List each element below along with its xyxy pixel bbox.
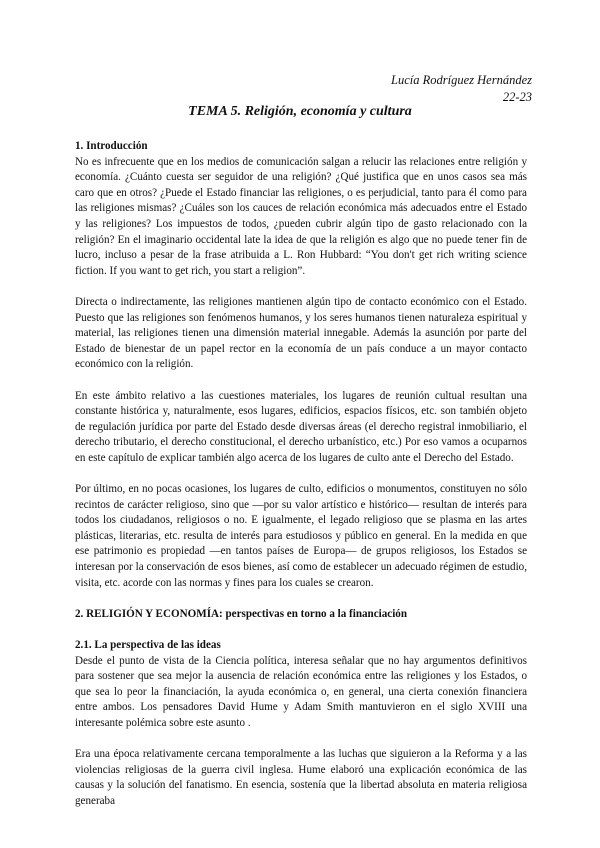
author-block	[391, 72, 532, 106]
section-heading-religion-economia: 2. RELIGIÓN Y ECONOMÍA: perspectivas en torno a la financiación	[75, 607, 407, 620]
paragraph: Era una época relativamente cercana temporalmente a las luchas que siguieron a la Reforma y a las violencias religiosas de la guerra civil inglesa. Hume elaboró una explicación económica de las causas y la solución del fanatismo. En esencia, sostenía que la libertad absoluta en materia religiosa generaba	[75, 748, 527, 807]
subsection-heading-ideas: 2.1. La perspectiva de las ideas	[75, 639, 221, 651]
document-title: TEMA 5. Religión, economía y cultura	[188, 104, 412, 119]
course-year: 22-23	[502, 90, 532, 104]
paragraph: En este ámbito relativo a las cuestiones materiales, los lugares de reunión cultual resultan una constante histórica y, naturalmente, esos lugares, edificios, espacios físicos, etc. son también objeto de regulación jurídica por parte del Estado desde diversas áreas (el derecho registral inmobiliario, el derecho tributario, el derecho constitucional, el derecho urbanístico, etc.) Por eso vamos a ocuparnos en este capítulo de explicar también algo acerca de los lugares de culto ante el Derecho del Estado.	[75, 389, 527, 464]
paragraph: Desde el punto de vista de la Ciencia política, interesa señalar que no hay argumentos definitivos para sostener que sea mejor la ausencia de relación económica entre las religiones y los Estados, o que sea lo peor la financiación, la ayuda económica o, en general, una cierta conexión financiera entre ambos. Los pensadores David Hume y Adam Smith mantuvieron en el siglo XVIII una interesante polémica sobre este asunto .	[75, 654, 527, 729]
document-body	[75, 139, 527, 825]
section-heading-introduction: 1. Introducción	[75, 140, 148, 152]
paragraph: Directa o indirectamente, las religiones mantienen algún tipo de contacto económico con el Estado. Puesto que las religiones son fenómenos humanos, y los seres humanos tienen naturaleza espiritual y material, las religiones tienen una dimensión material innegable. Además la asunción por parte del Estado de bienestar de un papel rector en la economía de un país conduce a un mayor contacto económico con la religión.	[75, 295, 527, 371]
author-name: Lucía Rodríguez Hernández	[391, 73, 532, 87]
paragraph: Por último, en no pocas ocasiones, los lugares de culto, edificios o monumentos, constituyen no sólo recintos de carácter religioso, sino que —por su valor artístico e histórico— resultan de interés para todos los ciudadanos, religiosos o no. E igualmente, el legado religioso que se plasma en las artes plásticas, literarias, etc. resulta de interés para estudiosos y público en general. En la medida en que ese patrimonio es propiedad —en tantos países de Europa— de grupos religiosos, los Estados se interesan por la conservación de esos bienes, así como de establecer un adecuado régimen de estudio, visita, etc. acorde con las normas y fines para los cuales se crearon.	[75, 483, 527, 589]
paragraph: No es infrecuente que en los medios de comunicación salgan a relucir las relaciones entre religión y economía. ¿Cuánto cuesta ser seguidor de una religión? ¿Qué justifica que en unos casos sea más caro que en otros? ¿Puede el Estado financiar las religiones, o es perjudicial, tanto para él como para las religiones mismas? ¿Cuáles son los cauces de relación económica más adecuados entre el Estado y las religiones? Los impuestos de todos, ¿pueden cubrir algún tipo de gasto relacionado con la religión? En el imaginario occidental late la idea de que la religión es algo que no puede tener fin de lucro, incluso a pesar de la frase atribuida a L. Ron Hubbard: “You don't get rich writing science fiction. If you want to get rich, you start a religion”.	[75, 155, 527, 277]
